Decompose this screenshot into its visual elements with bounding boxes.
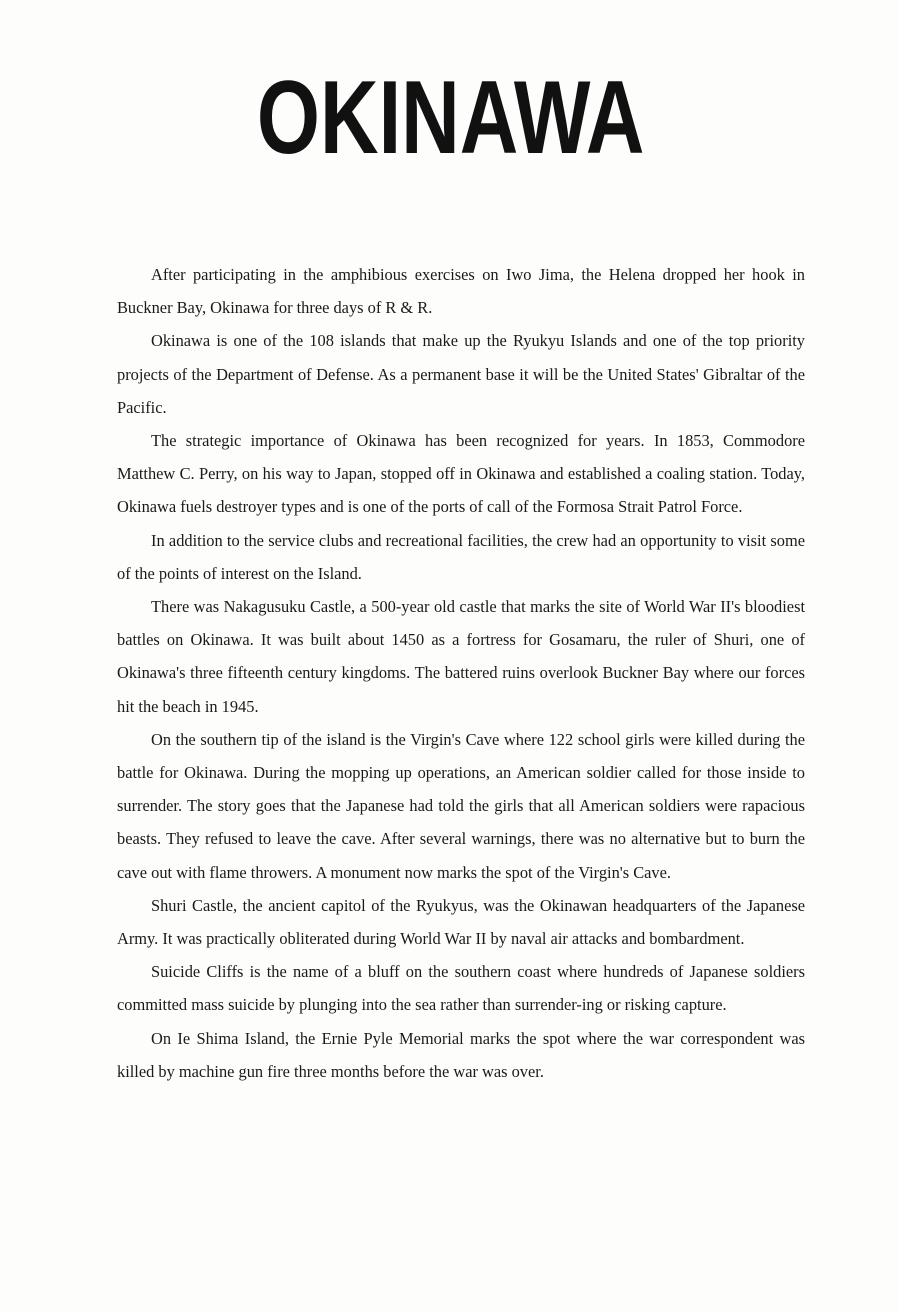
paragraph-suicide-cliffs: Suicide Cliffs is the name of a bluff on the southern coast where hundreds of Japanese soldiers committed mass suicide by plunging into the sea rather than surrender-ing or risking capture. [117, 962, 805, 1015]
page-title: OKINAWA [256, 60, 645, 176]
paragraph-strategic-importance: The strategic importance of Okinawa has been recognized for years. In 1853, Commodore Matthew C. Perry, on his way to Japan, stopped off in Okinawa and established a coaling station. Today, Okinawa fuels destroyer types and is one of the ports of call of the Formosa Strait Patrol Force. [117, 431, 805, 517]
paragraph-recreation: In addition to the service clubs and recreational facilities, the crew had an opportunity to visit some of the points of interest on the Island. [117, 530, 805, 583]
paragraph-nakagusuku-castle: There was Nakagusuku Castle, a 500-year old castle that marks the site of World War II's bloodiest battles on Okinawa. It was built about 1450 as a fortress for Gosamaru, the ruler of Shuri, one of Okinawa's three fifteenth century kingdoms. The battered ruins overlook Buckner Bay where our forces hit the beach in 1945. [117, 597, 805, 716]
paragraph-ryukyu-islands: Okinawa is one of the 108 islands that make up the Ryukyu Islands and one of the top priority projects of the Department of Defense. As a permanent base it will be the United States' Gibraltar of the Pacific. [117, 331, 805, 417]
paragraph-iwo-jima-exercises: After participating in the amphibious exercises on Iwo Jima, the Helena dropped her hook in Buckner Bay, Okinawa for three days of R & R. [117, 265, 805, 318]
paragraph-ernie-pyle-memorial: On Ie Shima Island, the Ernie Pyle Memorial marks the spot where the war correspondent was killed by machine gun fire three months before the war was over. [117, 1028, 805, 1081]
paragraph-virgins-cave: On the southern tip of the island is the Virgin's Cave where 122 school girls were killed during the battle for Okinawa. During the mopping up operations, an American soldier called for those inside to surrender. The story goes that the Japanese had told the girls that all American soldiers were rapacious beasts. They refused to leave the cave. After several warnings, there was no alternative but to burn the cave out with flame throwers. A monument now marks the spot of the Virgin's Cave. [117, 729, 805, 882]
article-body [117, 258, 805, 1088]
paragraph-shuri-castle: Shuri Castle, the ancient capitol of the Ryukyus, was the Okinawan headquarters of the Japanese Army. It was practically obliterated during World War II by naval air attacks and bombardment. [117, 895, 805, 949]
